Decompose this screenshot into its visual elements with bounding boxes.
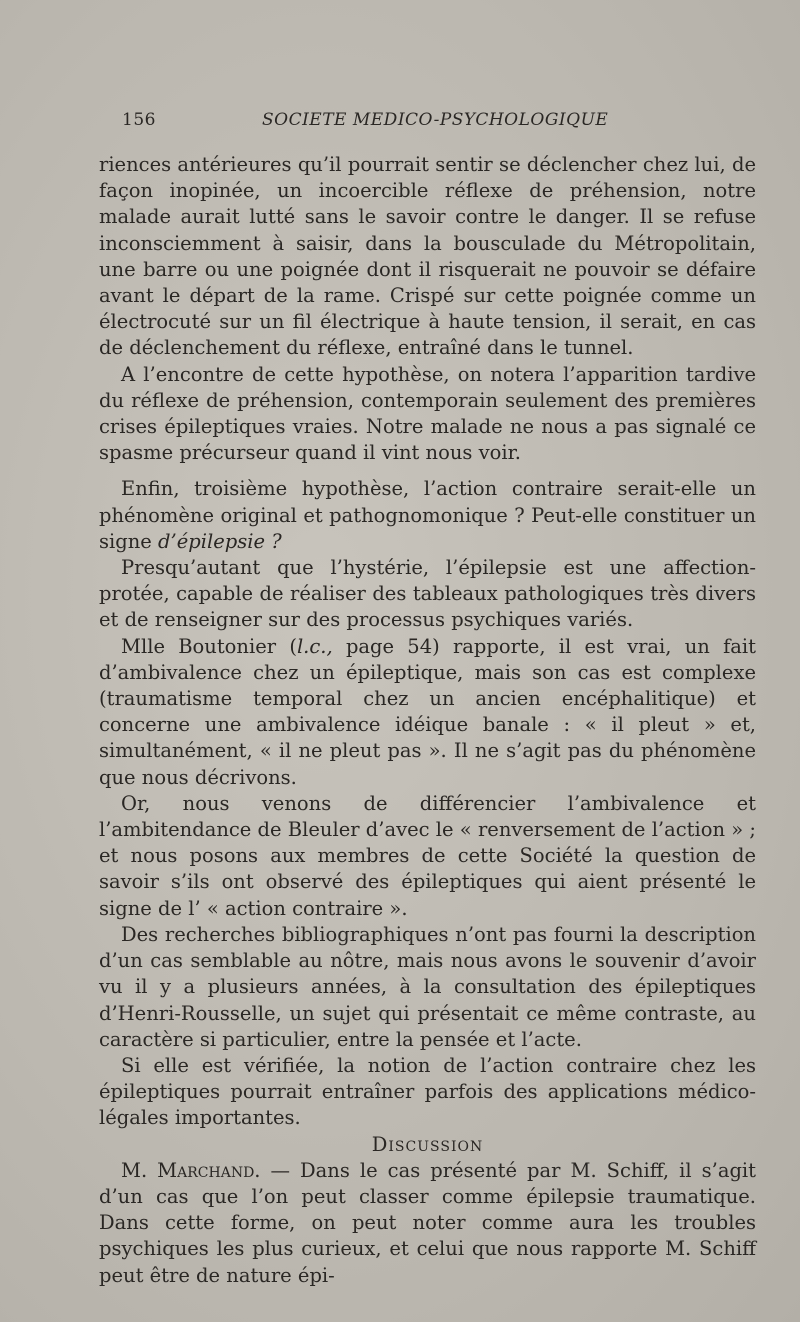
paragraph [99,476,756,555]
discussion-paragraph [99,1158,756,1289]
paragraph [99,634,756,791]
paragraph-text: Enfin, troisième hypothèse, l’action contraire serait-elle un phénomène original et pathognomonique ? Peut-elle constituer un signe [99,477,756,553]
speaker-name: M. Marchand. [121,1158,261,1182]
paragraph-italic: d’épilepsie ? [158,529,282,553]
paragraph-text: — Dans le cas présenté par M. Schiff, il s’agit d’un cas que l’on peut classer comme épilepsie traumatique. Dans cette forme, on peut noter comme aura les troubles psychiques les plus curieux, et celui que nous rapporte M. Schiff peut être de nature épi- [99,1158,756,1287]
paragraph: A l’encontre de cette hypothèse, on notera l’apparition tardive du réflexe de préhension, contemporain seulement des premières crises épileptiques vraies. Notre malade ne nous a pas signalé ce spasme précurseur quand il vint nous voir. [99,362,756,465]
paragraph-text: Mlle Boutonier ( [121,634,297,658]
paragraph: Or, nous venons de différencier l’ambivalence et l’ambitendance de Bleuler d’avec le « renversement de l’action » ; et nous posons aux membres de cette Société la question de savoir s’ils ont observé des épileptiques qui aient présenté le signe de l’ « action contraire ». [99,791,756,920]
page-number: 156 [122,110,156,130]
paragraph: Si elle est vérifiée, la notion de l’action contraire chez les épileptiques pourrait entraîner parfois des applications médico-légales importantes. [99,1053,756,1130]
article-body [99,152,756,1289]
running-header [106,110,756,138]
paragraph: Presqu’autant que l’hystérie, l’épilepsie est une affection-protée, capable de réaliser des tableaux pathologiques très divers et de renseigner sur des processus psychiques variés. [99,556,756,632]
running-title: SOCIETE MEDICO-PSYCHOLOGIQUE [262,110,609,130]
paragraph-italic: l.c., [296,634,333,658]
paragraph: Des recherches bibliographiques n’ont pas fourni la description d’un cas semblable au nôtre, mais nous avons le souvenir d’avoir vu il y a plusieurs années, à la consultation des épileptiques d’Henri-Rousselle, un sujet qui présentait ce même contraste, au caractère si particulier, entre la pensée et l’acte. [99,922,756,1051]
paragraph: riences antérieures qu’il pourrait sentir se déclencher chez lui, de façon inopinée, un incoercible réflexe de préhension, notre malade aurait lutté sans le savoir contre le danger. Il se refuse inconsciemment à saisir, dans la bousculade du Métropolitain, une barre ou une poignée dont il risquerait ne pouvoir se défaire avant le départ de la rame. Crispé sur cette poignée comme un électrocuté sur un fil électrique à haute tension, il serait, en cas de déclenchement du réflexe, entraîné dans le tunnel. [99,153,756,360]
paragraph-text: page 54) rapporte, il est vrai, un fait d’ambivalence chez un épileptique, mais son cas est complexe (traumatisme temporal chez un ancien encéphalitique) et concerne une ambivalence idéique banale : « il pleut » et, simultanément, « il ne pleut pas ». Il ne s’agit pas du phénomène que nous décrivons. [99,634,756,789]
section-heading: Discussion [371,1132,484,1156]
